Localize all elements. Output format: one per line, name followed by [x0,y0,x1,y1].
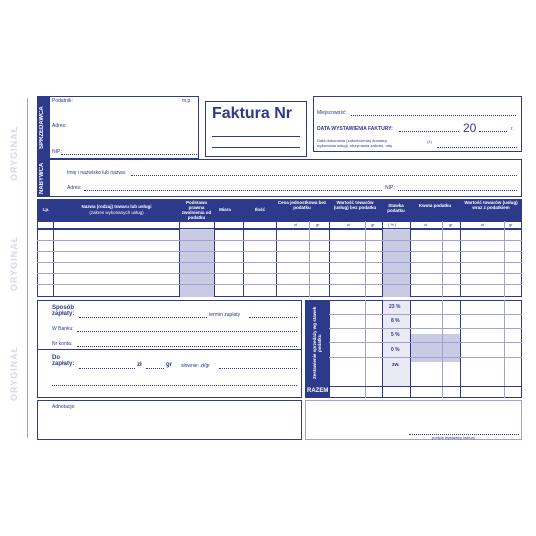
buyer-imie-line [131,175,517,176]
zaplaty-label: zapłaty: [52,311,75,317]
data-dokonania-line [437,147,517,148]
sposob-line [79,317,207,318]
vline-wartosc-z-gr [504,221,505,297]
seller-adres-label: Adres: [52,123,67,129]
w-banku-line [77,331,297,332]
col-stawka: Stawka podatku [387,203,405,213]
buyer-nip-label: NIP: [385,185,395,191]
kwota-gr: gr [449,222,453,227]
nr-konta-line [77,346,297,347]
nr-konta-label: Nr konta: [52,341,73,347]
side-label-3: ORYGINAŁ [9,345,19,401]
side-rule [27,98,28,438]
row-line-1 [37,240,522,241]
row-line-4 [37,273,522,274]
sum-hline-2 [329,328,522,329]
cena-gr: gr [316,222,320,227]
col-podstawa: Podstawa prawna zwolnienia od podatku [181,200,212,220]
row-line-3 [37,262,522,263]
col-nazwa-sub: (zakres wykonanych usług) [89,210,144,215]
slownie-line [219,368,297,369]
wartosc-zl: zł [347,222,350,227]
year-prefix: 20 [463,121,477,135]
termin-line [249,317,297,318]
payment-divider [37,349,302,350]
cena-zl: zł [294,222,297,227]
sum-hline-4 [329,357,522,358]
buyer-imie-label: Imię i nazwisko lub nazwa: [67,170,127,176]
vline-kwota-gr [442,221,443,297]
miejscowosc-line [351,115,516,116]
vline-wartosc-gr [365,221,366,297]
buyer-box [49,159,522,197]
do-zaplaty-zl: zł [137,362,142,368]
do-label: Do [52,355,60,361]
do-zaplaty-gr-line [146,368,164,369]
sposob-label: Sposób [52,305,74,311]
wartosc-z-gr: gr [509,222,513,227]
seller-nip-line [61,154,197,155]
kwota-zl: zł [424,222,427,227]
sum-hline-razem [329,386,522,387]
buyer-nip-line [398,190,517,191]
invoice-number-line-1 [212,136,300,137]
invoice-sheet [9,93,526,443]
invoice-title: Faktura Nr [212,105,293,122]
razem-tab [305,386,329,398]
col-cena: Cena jednostkowa bez podatku [277,200,327,210]
data-dokonania-label-2: wykonania usługi, otrzymania zaliczki, raty [317,143,393,148]
do-zaplaty-zl-line [79,368,135,369]
rate-0: 0 % [391,347,400,353]
col-nazwa: Nazwa (rodzaj) towaru lub usługi [81,204,152,209]
buyer-tab-label: NABYWCA [39,162,45,194]
seller-nip-label: NIP: [52,149,62,155]
row-line-5 [37,284,522,285]
summary-rate-shade [383,300,410,386]
stawka-pct: [ % ] [388,222,397,227]
r-label: r. [511,126,514,132]
do-zaplaty-gr: gr [166,362,172,368]
invoice-number-line-2 [212,147,300,148]
adnotacje-label: Adnotacje: [52,404,76,410]
miejscowosc-label: Miejscowość: [317,110,347,116]
rate-23: 23 % [389,304,401,310]
seller-tab-label: SPRZEDAWCA [39,106,45,149]
vline-ilosc [276,199,277,297]
vline-kwota [460,199,461,297]
buyer-adres-label: Adres: [67,185,82,191]
wartosc-gr: gr [371,222,375,227]
do-zaplaty-label: zapłaty: [52,361,75,367]
razem-label: RAZEM [307,388,329,394]
termin-label: termin zapłaty [209,312,241,318]
vline-lp [53,199,54,297]
rate-8: 8 % [391,318,400,324]
podpis-label: podpis wystawcy faktury [432,435,476,440]
data-wystawienia-line [399,131,459,132]
vline-podstawa [214,199,215,297]
rate-zw: zw. [392,362,400,368]
col-wartosc: Wartość towarów (usług) bez podatku [333,200,377,210]
sum-hline-3 [329,342,522,343]
buyer-adres-line [84,190,382,191]
col-kwota: Kwota podatku [418,203,452,208]
vline-cena-gr [309,221,310,297]
side-label-1: ORYGINAŁ [9,125,19,181]
vline-stawka [410,199,411,297]
data-dokonania-label: Data dokonania (zakończenia) dostawy, [317,138,388,143]
vline-miara [243,199,244,297]
col-lp: Lp. [42,207,50,212]
adnotacje-box [37,400,302,440]
rate-5: 5 % [391,332,400,338]
slownie-label: słownie: zł/gr [181,363,210,369]
seller-box [49,96,199,159]
w-banku-label: W Banku: [52,326,74,332]
vline-nazwa [179,199,180,297]
buyer-tab [37,159,49,197]
seller-tab [37,96,49,159]
col-ilosc: Ilość [254,207,266,212]
zestawienie-tab [305,300,329,386]
footnote-1: (1) [427,139,432,144]
row-line-2 [37,251,522,252]
vline-cena [329,199,330,297]
data-wystawienia-label: DATA WYSTAWIENIA FAKTURY: [317,126,393,132]
wartosc-z-zl: zł [481,222,484,227]
col-miara: Miara [219,207,231,212]
slownie-line-2 [52,385,297,386]
zestawienie-label: Zestawienie sprzedaży wg stawek podatku [312,306,322,380]
seller-podatnik-label: Podatnik: [52,98,73,104]
col-wartosc-z: Wartość towarów (usług) wraz z podatkiem [464,200,518,210]
side-label-2: ORYGINAŁ [9,235,19,291]
sum-hline-1 [329,314,522,315]
vline-wartosc [382,199,383,297]
year-line [479,131,507,132]
seller-mp-label: m.p. [182,98,192,104]
